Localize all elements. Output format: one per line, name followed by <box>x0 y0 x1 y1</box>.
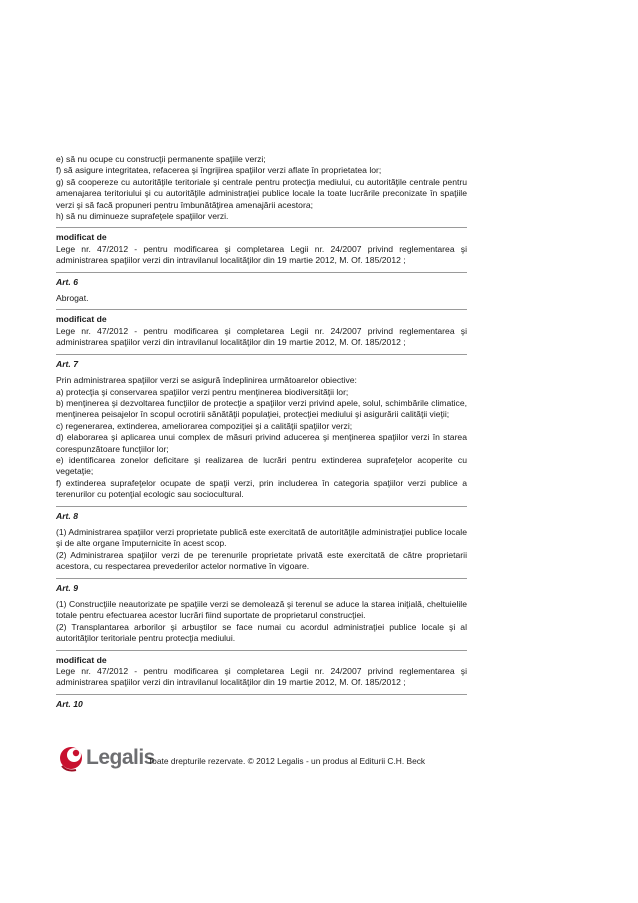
article-title: Art. 8 <box>56 510 78 521</box>
modified-by-label: modificat de <box>56 654 107 665</box>
paragraph-e: e) să nu ocupe cu construcţii permanente spaţiile verzi; <box>56 154 266 164</box>
legalis-logo <box>58 744 155 779</box>
modified-by-label: modificat de <box>56 232 107 243</box>
article-item-a: a) protecţia şi conservarea spaţiilor verzi pentru menţinerea biodiversităţii lor; <box>56 386 349 397</box>
article-item-e: e) identificarea zonelor deficitare şi realizarea de lucrări pentru extinderea suprafeţelor acoperite cu vegetaţie; <box>56 454 467 477</box>
article-item-d: d) elaborarea şi aplicarea unui complex de măsuri privind aducerea şi menţinerea spaţiilor verzi în starea corespunzătoare funcţiilor lor; <box>56 432 467 454</box>
article-title: Art. 9 <box>56 582 78 593</box>
modified-by-text: Lege nr. 47/2012 - pentru modificarea şi completarea Legii nr. 24/2007 privind reglementarea şi administrarea spaţiilor verzi din intravilanul localităţilor din 19 martie 2012, M. Of. 185/2012 ; <box>56 243 467 266</box>
logo-wordmark: Legalis <box>86 746 155 769</box>
article-text: Abrogat. <box>56 293 89 304</box>
separator <box>56 354 467 355</box>
separator <box>56 227 467 228</box>
modified-by-label: modificat de <box>56 314 107 325</box>
separator <box>56 694 467 695</box>
article-paragraph-1: (1) Construcţiile neautorizate pe spaţiile verzi se demolează şi terenul se aduce la starea iniţială, cheltuielile totale pentru efectuarea acestor lucrări fiind suportate de proprietarul construcţiei. <box>56 599 467 621</box>
article-intro: Prin administrarea spaţiilor verzi se asigură îndeplinirea următoarelor obiective: <box>56 375 357 386</box>
article-title: Art. 7 <box>56 358 78 369</box>
article-paragraph-2: (2) Transplantarea arborilor şi arbuştilor se face numai cu acordul administraţiei publice locale şi al autorităţilor teritoriale pentru protecţia mediului. <box>56 621 467 644</box>
paragraph-h: h) să nu diminueze suprafeţele spaţiilor verzi. <box>56 211 229 222</box>
separator <box>56 309 467 310</box>
article-title: Art. 6 <box>56 276 78 287</box>
legalis-logo-icon <box>58 744 86 774</box>
article-paragraph-1: (1) Administrarea spaţiilor verzi proprietate publică este exercitată de autorităţile administraţiei publice locale şi de alte organe împuternicite în acest scop. <box>56 526 467 549</box>
separator <box>56 578 467 579</box>
article-item-b: b) menţinerea şi dezvoltarea funcţiilor de protecţie a spaţiilor verzi privind apele, solul, schimbările climatice, menţinerea peisajelor în scopul ocrotirii sănătăţii populaţiei, protecţiei mediului şi asigurării calităţii vieţii; <box>56 397 467 420</box>
modified-by-text: Lege nr. 47/2012 - pentru modificarea şi completarea Legii nr. 24/2007 privind reglementarea şi administrarea spaţiilor verzi din intravilanul localităţilor din 19 martie 2012, M. Of. 185/2012 ; <box>56 325 467 348</box>
separator <box>56 506 467 507</box>
footer <box>58 744 478 780</box>
paragraph-f: f) să asigure integritatea, refacerea şi îngrijirea spaţiilor verzi aflate în proprietatea lor; <box>56 165 382 176</box>
paragraph-g: g) să coopereze cu autorităţile teritoriale şi centrale pentru protecţia mediului, cu autorităţile centrale pentru amenajarea teritoriului şi cu autorităţile administraţiei publice locale la toate lucrările preconizate în spaţiile verzi şi să facă propuneri pentru îmbunătăţirea amenajării acestora; <box>56 176 467 210</box>
document-body <box>56 154 467 710</box>
separator <box>56 272 467 273</box>
copyright-text: Toate drepturile rezervate. © 2012 Legalis - un produs al Editurii C.H. Beck <box>148 756 426 766</box>
article-title: Art. 10 <box>56 698 83 709</box>
article-item-c: c) regenerarea, extinderea, ameliorarea compoziţiei şi a calităţii spaţiilor verzi; <box>56 420 353 431</box>
article-item-f: f) extinderea suprafeţelor ocupate de spaţii verzi, prin includerea în categoria spaţiilor verzi publice a terenurilor cu potenţial ecologic sau sociocultural. <box>56 477 467 500</box>
article-paragraph-2: (2) Administrarea spaţiilor verzi de pe terenurile proprietate privată este exercitată de către proprietarii acestora, cu respectarea prevederilor actelor normative în vigoare. <box>56 549 467 572</box>
separator <box>56 650 467 651</box>
modified-by-text: Lege nr. 47/2012 - pentru modificarea şi completarea Legii nr. 24/2007 privind reglementarea şi administrarea spaţiilor verzi din intravilanul localităţilor din 19 martie 2012, M. Of. 185/2012 ; <box>56 666 467 688</box>
